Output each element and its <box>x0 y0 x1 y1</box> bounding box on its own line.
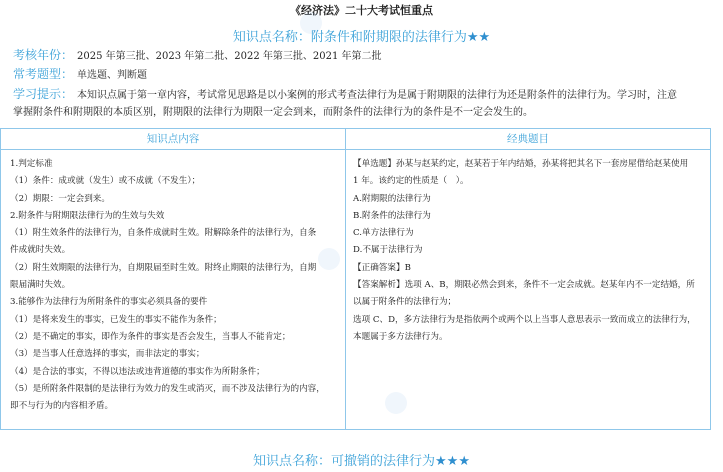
option-line: C.单方法律行为 <box>353 228 414 239</box>
next-knowledge-point-name: 可撤销的法律行为 <box>331 454 436 469</box>
study-tip-label: 学习提示： <box>13 87 74 101</box>
question-line: 【单选题】孙某与赵某约定，赵某若于年内结婚，孙某将把其名下一套房屋借给赵某使用 <box>353 159 689 169</box>
exam-years-value: 2025 年第三批、2023 年第二批、2022 年第三批、2021 年第二批 <box>77 51 382 62</box>
next-knowledge-point-label: 知识点名称： <box>253 454 332 469</box>
exam-years-row <box>13 48 382 64</box>
explanation-line: 选项 C、D，多方法律行为是指依两个或两个以上当事人意思表示一致而成立的法律行为， <box>353 314 696 325</box>
content-line: （1）条件：成或就（发生）或不成就（不发生）； <box>10 176 201 187</box>
content-line: 3.能够作为法律行为所附条件的事实必须具备的要件 <box>10 297 208 308</box>
study-tip-line-2: 掌握附条件和附期限的本质区别，附期限的法律行为期限一定会到来，而附条件的法律行为的条件是不一定会发生的。 <box>13 106 533 118</box>
option-line: A.附期限的法律行为 <box>353 193 431 204</box>
option-line: D.不属于法律行为 <box>353 245 423 256</box>
content-line: （1）附生效条件的法律行为，自条件成就时生效。附解除条件的法律行为，自条 <box>10 228 317 239</box>
question-types-value: 单选题、判断题 <box>77 70 148 81</box>
question-types-row <box>13 67 147 83</box>
content-line: （3）是当事人任意选择的事实，而非法定的事实； <box>10 349 205 360</box>
content-line: （4）是合法的事实，不得以违法或违背道德的事实作为所附条件； <box>10 366 265 377</box>
explanation-line: 【答案解析】选项 A、B，期限必然会到来，条件不一定会成就。赵某年内不一定结婚，所 <box>353 280 695 291</box>
question-line: 1 年。该约定的性质是（ ）。 <box>353 176 469 187</box>
content-line: （2）附生效期限的法律行为，自期限届至时生效。附终止期限的法律行为，自期 <box>10 262 317 273</box>
knowledge-point-title <box>0 26 723 45</box>
knowledge-point-name: 附条件和附期限的法律行为 <box>310 30 467 45</box>
content-line: （1）是将来发生的事实，已发生的事实不能作为条件； <box>10 314 222 325</box>
content-line: 2.附条件与附期限法律行为的生效与失效 <box>10 210 165 221</box>
study-tip-line-1: 本知识点属于第一章内容，考试常见思路是以小案例的形式考查法律行为是属于附期限的法律行为还是附条件的法律行为。学习时，注意 <box>77 90 678 101</box>
content-line: 件成就时失效。 <box>10 245 71 256</box>
content-line: （5）是所附条件限制的是法律行为效力的发生或消灭，而不涉及法律行为的内容， <box>10 383 325 394</box>
content-line: 即不与行为的内容相矛盾。 <box>10 401 114 412</box>
answer-line: 【正确答案】B <box>353 262 411 273</box>
explanation-line: 本题属于多方法律行为。 <box>353 331 448 342</box>
study-tip <box>13 86 713 121</box>
knowledge-point-label: 知识点名称： <box>232 30 311 45</box>
content-line: （2）期限：一定会到来。 <box>10 193 110 204</box>
table-header-content: 知识点内容 <box>1 129 345 150</box>
classic-question-cell <box>353 156 707 346</box>
content-line: 限届满时失效。 <box>10 280 71 291</box>
explanation-line: 以属于附条件的法律行为； <box>353 297 457 308</box>
next-knowledge-point-title <box>0 450 723 469</box>
table-divider <box>345 129 346 429</box>
question-types-label: 常考题型： <box>13 67 74 81</box>
next-importance-stars: ★★★ <box>435 454 470 469</box>
content-line: 1.判定标准 <box>10 159 53 169</box>
importance-stars: ★★ <box>466 30 491 45</box>
knowledge-table <box>0 128 711 430</box>
option-line: B.附条件的法律行为 <box>353 210 431 221</box>
table-header-questions: 经典题目 <box>346 129 710 150</box>
content-line: （2）是不确定的事实，即作为条件的事实是否会发生，当事人不能肯定； <box>10 331 291 342</box>
knowledge-content-cell <box>10 156 340 415</box>
exam-years-label: 考核年份： <box>13 48 74 62</box>
document-title: 《经济法》二十大考试恒重点 <box>290 4 433 17</box>
